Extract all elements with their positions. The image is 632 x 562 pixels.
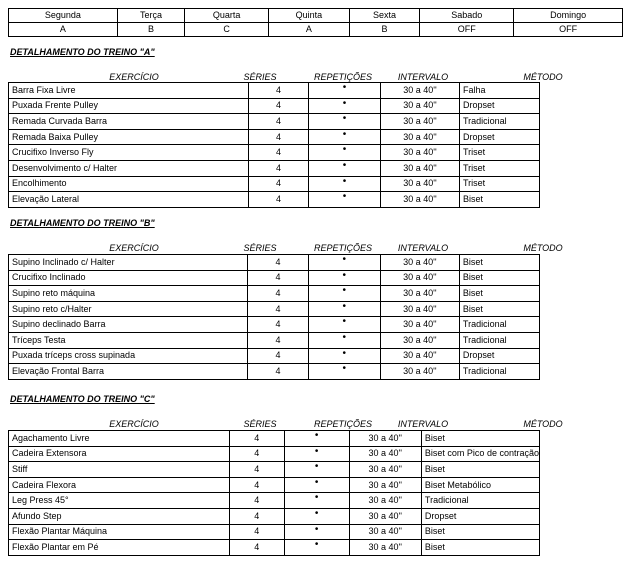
column-header-row (8, 242, 623, 254)
column-header-interval: INTERVALO (397, 72, 449, 82)
reps-cell: • (309, 145, 381, 161)
weekday-cell: Segunda (9, 9, 118, 23)
reps-cell: • (308, 301, 380, 317)
reps-cell: • (309, 160, 381, 176)
series-cell: 4 (248, 83, 308, 99)
interval-cell: 30 a 40'' (349, 508, 421, 524)
exercise-cell: Remada Curvada Barra (9, 114, 249, 130)
plan-cell: B (349, 23, 419, 37)
table-row (9, 446, 540, 462)
column-header-exercise: EXERCÍCIO (109, 419, 159, 429)
method-cell: Dropset (421, 508, 539, 524)
reps-cell: • (308, 286, 380, 302)
interval-cell: 30 a 40'' (380, 301, 459, 317)
exercise-cell: Cadeira Flexora (9, 477, 230, 493)
method-cell: Triset (459, 160, 539, 176)
reps-cell: • (284, 462, 349, 478)
reps-cell: • (308, 270, 380, 286)
interval-cell: 30 a 40'' (380, 364, 459, 380)
interval-cell: 30 a 40'' (380, 270, 459, 286)
exercise-cell: Puxada Frente Pulley (9, 98, 249, 114)
plan-cell: A (9, 23, 118, 37)
interval-cell: 30 a 40'' (380, 145, 459, 161)
method-cell: Tradicional (459, 317, 539, 333)
interval-cell: 30 a 40'' (380, 160, 459, 176)
series-cell: 4 (229, 524, 284, 540)
exercise-cell: Supino reto c/Halter (9, 301, 248, 317)
interval-cell: 30 a 40'' (380, 83, 459, 99)
table-row (9, 431, 540, 447)
method-cell: Biset (459, 255, 539, 271)
method-cell: Biset (459, 286, 539, 302)
method-cell: Biset (421, 540, 539, 556)
column-header-reps: REPETIÇÕES (313, 419, 372, 429)
table-row (9, 524, 540, 540)
reps-cell: • (308, 364, 380, 380)
section-title: DETALHAMENTO DO TREINO "A" (10, 47, 155, 57)
plan-cell: OFF (420, 23, 514, 37)
table-row (9, 364, 540, 380)
table-row (9, 98, 540, 114)
table-row (9, 176, 540, 192)
exercise-cell: Elevação Frontal Barra (9, 364, 248, 380)
series-cell: 4 (248, 348, 308, 364)
method-cell: Biset (459, 270, 539, 286)
plan-cell: C (185, 23, 269, 37)
reps-cell: • (309, 114, 381, 130)
interval-cell: 30 a 40'' (349, 446, 421, 462)
table-row (9, 255, 540, 271)
method-cell: Dropset (459, 129, 539, 145)
exercise-cell: Barra Fixa Livre (9, 83, 249, 99)
interval-cell: 30 a 40'' (380, 176, 459, 192)
method-cell: Dropset (459, 98, 539, 114)
method-cell: Biset (459, 301, 539, 317)
method-cell: Triset (459, 145, 539, 161)
reps-cell: • (308, 255, 380, 271)
column-header-exercise: EXERCÍCIO (109, 72, 159, 82)
interval-cell: 30 a 40'' (380, 317, 459, 333)
series-cell: 4 (248, 160, 308, 176)
table-row (9, 540, 540, 556)
series-cell: 4 (229, 477, 284, 493)
weekday-cell: Quarta (185, 9, 269, 23)
exercise-cell: Tríceps Testa (9, 332, 248, 348)
table-row (9, 286, 540, 302)
method-cell: Dropset (459, 348, 539, 364)
exercise-cell: Elevação Lateral (9, 192, 249, 208)
series-cell: 4 (248, 98, 308, 114)
weekday-cell: Domingo (514, 9, 623, 23)
series-cell: 4 (229, 540, 284, 556)
series-cell: 4 (248, 129, 308, 145)
series-cell: 4 (248, 192, 308, 208)
table-row (9, 160, 540, 176)
series-cell: 4 (248, 270, 308, 286)
interval-cell: 30 a 40'' (349, 477, 421, 493)
weekday-cell: Quinta (268, 9, 349, 23)
column-header-interval: INTERVALO (397, 419, 449, 429)
exercise-cell: Afundo Step (9, 508, 230, 524)
table-row (9, 477, 540, 493)
interval-cell: 30 a 40'' (380, 192, 459, 208)
exercise-cell: Cadeira Extensora (9, 446, 230, 462)
method-cell: Biset (459, 192, 539, 208)
column-header-method: MÉTODO (523, 243, 563, 253)
method-cell: Triset (459, 176, 539, 192)
reps-cell: • (309, 176, 381, 192)
reps-cell: • (284, 431, 349, 447)
reps-cell: • (284, 540, 349, 556)
workout-table (8, 82, 540, 208)
reps-cell: • (284, 508, 349, 524)
plan-row (9, 23, 623, 37)
column-header-method: MÉTODO (523, 72, 563, 82)
reps-cell: • (309, 98, 381, 114)
table-row (9, 462, 540, 478)
exercise-cell: Supino declinado Barra (9, 317, 248, 333)
table-row (9, 270, 540, 286)
interval-cell: 30 a 40'' (380, 114, 459, 130)
workout-table (8, 254, 540, 380)
method-cell: Falha (459, 83, 539, 99)
interval-cell: 30 a 40'' (380, 348, 459, 364)
exercise-cell: Stiff (9, 462, 230, 478)
weekday-cell: Sabado (420, 9, 514, 23)
method-cell: Biset com Pico de contração (421, 446, 539, 462)
column-header-series: SÉRIES (243, 243, 277, 253)
series-cell: 4 (248, 255, 308, 271)
series-cell: 4 (229, 508, 284, 524)
exercise-cell: Crucifixo Inverso Fly (9, 145, 249, 161)
exercise-cell: Crucifixo Inclinado (9, 270, 248, 286)
section-title: DETALHAMENTO DO TREINO "C" (10, 394, 155, 404)
interval-cell: 30 a 40'' (349, 462, 421, 478)
plan-cell: A (268, 23, 349, 37)
interval-cell: 30 a 40'' (349, 431, 421, 447)
series-cell: 4 (248, 176, 308, 192)
reps-cell: • (309, 83, 381, 99)
interval-cell: 30 a 40'' (349, 493, 421, 509)
table-row (9, 192, 540, 208)
series-cell: 4 (248, 317, 308, 333)
series-cell: 4 (248, 145, 308, 161)
series-cell: 4 (248, 286, 308, 302)
table-row (9, 114, 540, 130)
workout-table (8, 430, 540, 556)
column-header-interval: INTERVALO (397, 243, 449, 253)
reps-cell: • (309, 129, 381, 145)
section-title: DETALHAMENTO DO TREINO "B" (10, 218, 155, 228)
method-cell: Biset (421, 524, 539, 540)
table-row (9, 317, 540, 333)
exercise-cell: Flexão Plantar Máquina (9, 524, 230, 540)
table-row (9, 332, 540, 348)
reps-cell: • (284, 477, 349, 493)
interval-cell: 30 a 40'' (349, 540, 421, 556)
reps-cell: • (308, 317, 380, 333)
column-header-exercise: EXERCÍCIO (109, 243, 159, 253)
column-header-series: SÉRIES (243, 419, 277, 429)
table-row (9, 83, 540, 99)
series-cell: 4 (229, 462, 284, 478)
column-header-series: SÉRIES (243, 72, 277, 82)
method-cell: Tradicional (459, 364, 539, 380)
interval-cell: 30 a 40'' (380, 332, 459, 348)
series-cell: 4 (248, 364, 308, 380)
method-cell: Tradicional (459, 114, 539, 130)
interval-cell: 30 a 40'' (380, 129, 459, 145)
exercise-cell: Agachamento Livre (9, 431, 230, 447)
series-cell: 4 (248, 332, 308, 348)
plan-cell: B (117, 23, 185, 37)
series-cell: 4 (229, 446, 284, 462)
series-cell: 4 (229, 493, 284, 509)
table-row (9, 145, 540, 161)
method-cell: Biset (421, 462, 539, 478)
method-cell: Biset (421, 431, 539, 447)
plan-cell: OFF (514, 23, 623, 37)
weekday-row (9, 9, 623, 23)
table-row (9, 129, 540, 145)
exercise-cell: Supino Inclinado c/ Halter (9, 255, 248, 271)
table-row (9, 493, 540, 509)
weekly-plan-table (8, 8, 623, 37)
table-row (9, 301, 540, 317)
table-row (9, 508, 540, 524)
reps-cell: • (284, 524, 349, 540)
method-cell: Tradicional (421, 493, 539, 509)
column-header-reps: REPETIÇÕES (313, 72, 372, 82)
series-cell: 4 (229, 431, 284, 447)
reps-cell: • (308, 332, 380, 348)
interval-cell: 30 a 40'' (380, 255, 459, 271)
interval-cell: 30 a 40'' (380, 286, 459, 302)
reps-cell: • (308, 348, 380, 364)
reps-cell: • (284, 493, 349, 509)
method-cell: Biset Metabólico (421, 477, 539, 493)
table-row (9, 348, 540, 364)
series-cell: 4 (248, 301, 308, 317)
weekday-cell: Sexta (349, 9, 419, 23)
reps-cell: • (309, 192, 381, 208)
exercise-cell: Desenvolvimento c/ Halter (9, 160, 249, 176)
method-cell: Tradicional (459, 332, 539, 348)
exercise-cell: Encolhimento (9, 176, 249, 192)
column-header-method: MÉTODO (523, 419, 563, 429)
interval-cell: 30 a 40'' (349, 524, 421, 540)
exercise-cell: Flexão Plantar em Pé (9, 540, 230, 556)
column-header-row (8, 418, 623, 430)
reps-cell: • (284, 446, 349, 462)
exercise-cell: Leg Press 45° (9, 493, 230, 509)
weekday-cell: Terça (117, 9, 185, 23)
exercise-cell: Remada Baixa Pulley (9, 129, 249, 145)
exercise-cell: Supino reto máquina (9, 286, 248, 302)
interval-cell: 30 a 40'' (380, 98, 459, 114)
column-header-reps: REPETIÇÕES (313, 243, 372, 253)
exercise-cell: Puxada tríceps cross supinada (9, 348, 248, 364)
series-cell: 4 (248, 114, 308, 130)
